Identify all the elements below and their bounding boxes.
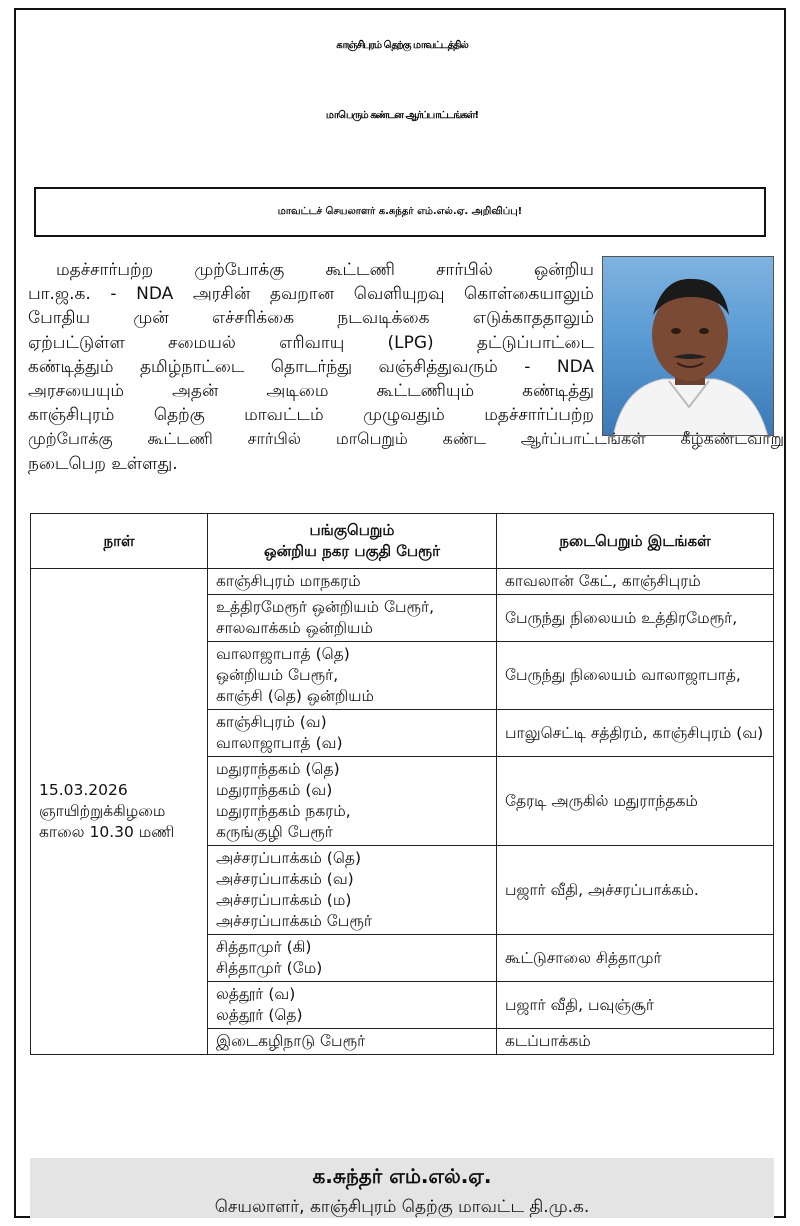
venue-cell: காவலான் கேட், காஞ்சிபுரம் — [497, 569, 774, 595]
protest-schedule-table — [30, 513, 774, 1055]
area-cell — [208, 846, 497, 935]
paragraph-line: ஏற்பட்டுள்ள சமையல் எரிவாயு (LPG) தட்டுப்பாட்டை — [28, 332, 594, 353]
header-areas-line-1: பங்குபெறும் — [309, 521, 395, 539]
area-line: அச்சரப்பாக்கம் பேரூர் — [216, 912, 372, 930]
area-line: கருங்குழி பேரூர் — [216, 823, 333, 841]
secretary-name: க.சுந்தர் எம்.எல்.ஏ. — [312, 1164, 492, 1188]
area-cell — [208, 982, 497, 1029]
area-line: உத்திரமேரூர் ஒன்றியம் பேரூர், — [216, 598, 435, 616]
venue-cell: கடப்பாக்கம் — [497, 1029, 774, 1055]
venue-cell: பேருந்து நிலையம் வாலாஜாபாத், — [497, 642, 774, 710]
secretary-role: செயலாளர், காஞ்சிபுரம் தெற்கு மாவட்ட தி.மு.க. — [214, 1197, 590, 1217]
area-line: வாலாஜாபாத் (வ) — [216, 734, 343, 752]
venue-cell: தேரடி அருகில் மதுராந்தகம் — [497, 757, 774, 846]
announcement-paragraph — [28, 258, 788, 476]
area-line: அச்சரப்பாக்கம் (தெ) — [216, 849, 362, 867]
venue-cell: பஜார் வீதி, பவுஞ்சூர் — [497, 982, 774, 1029]
event-date-line1: 15.03.2026 — [39, 781, 128, 799]
paragraph-line: அரசயையும் அதன் அடிமை கூட்டணியும் கண்டித்து — [28, 381, 594, 402]
area-line: லத்தூர் (வ) — [216, 985, 296, 1003]
headline-line-1: காஞ்சிபுரம் தெற்கு மாவட்டத்தில் — [336, 40, 468, 51]
area-line: மதுராந்தகம் நகரம், — [216, 802, 351, 820]
area-line: அச்சரப்பாக்கம் (வ) — [216, 870, 354, 888]
announcement-banner: மாவட்டச் செயலாளர் க.சுந்தர் எம்.எல்.ஏ. அறிவிப்பு! — [34, 187, 766, 237]
area-line: வாலாஜாபாத் (தெ) — [216, 645, 350, 663]
table-row — [31, 569, 774, 595]
header-areas-line-2: ஒன்றிய நகர பகுதி பேரூர் — [264, 542, 440, 560]
paragraph-line: கண்டித்தும் தமிழ்நாட்டை தொடர்ந்து வஞ்சித்துவரும் - NDA — [28, 356, 594, 377]
area-line: காஞ்சிபுரம் (வ) — [216, 713, 327, 731]
event-date-line2: ஞாயிற்றுக்கிழமை — [39, 802, 166, 820]
area-line: இடைகழிநாடு பேரூர் — [216, 1032, 366, 1050]
area-cell — [208, 595, 497, 642]
venue-cell: பாலுசெட்டி சத்திரம், காஞ்சிபுரம் (வ) — [497, 710, 774, 757]
venue-cell: பேருந்து நிலையம் உத்திரமேரூர், — [497, 595, 774, 642]
event-date-cell — [31, 569, 208, 1055]
area-line: சித்தாமுர் (கி) — [216, 938, 312, 956]
paragraph-line: போதிய முன் எச்சரிக்கை நடவடிக்கை எடுக்காததாலும் — [28, 308, 594, 329]
table-header-row — [31, 514, 774, 569]
area-line: சித்தாமுர் (மே) — [216, 959, 323, 977]
area-cell — [208, 642, 497, 710]
header-venue: நடைபெறும் இடங்கள் — [497, 514, 774, 569]
venue-cell: கூட்டுசாலை சித்தாமுர் — [497, 935, 774, 982]
paragraph-line: முற்போக்கு கூட்டணி சார்பில் மாபெறும் கண்ட ஆர்ப்பாட்டங்கள் கீழ்கண்டவாறு — [28, 429, 784, 449]
area-line: காஞ்சி (தெ) ஒன்றியம் — [216, 687, 375, 705]
paragraph-line: மதச்சார்பற்ற முற்போக்கு கூட்டணி சார்பில் ஒன்றிய — [56, 260, 594, 280]
area-line: சாலவாக்கம் ஒன்றியம் — [216, 619, 373, 637]
area-line: மதுராந்தகம் (தெ) — [216, 760, 340, 778]
area-cell — [208, 1029, 497, 1055]
area-line: மதுராந்தகம் (வ) — [216, 781, 333, 799]
header-date: நாள் — [31, 514, 208, 569]
area-line: ஒன்றியம் பேரூர், — [216, 666, 339, 684]
area-cell — [208, 935, 497, 982]
event-date-line3: காலை 10.30 மணி — [39, 823, 175, 841]
signature-footer — [30, 1158, 774, 1218]
paragraph-line: பா.ஜ.க. - NDA அரசின் தவறான வெளியுறவு கொள்கையாலும் — [28, 284, 594, 305]
area-cell — [208, 569, 497, 595]
header-areas — [208, 514, 497, 569]
area-line: காஞ்சிபுரம் மாநகரம் — [216, 572, 361, 590]
paragraph-line: காஞ்சிபுரம் தெற்கு மாவட்டம் முழுவதும் மதச்சார்ப்பற்ற — [28, 405, 594, 426]
area-cell — [208, 757, 497, 846]
venue-cell: பஜார் வீதி, அச்சரப்பாக்கம். — [497, 846, 774, 935]
headline-line-2: மாபெரும் கண்டன ஆர்ப்பாட்டங்கள்! — [325, 110, 479, 121]
paragraph-line: நடைபெற உள்ளது. — [28, 453, 178, 474]
area-cell — [208, 710, 497, 757]
notice-frame — [14, 8, 786, 1218]
area-line: அச்சரப்பாக்கம் (ம) — [216, 891, 352, 909]
area-line: லத்தூர் (தெ) — [216, 1006, 303, 1024]
